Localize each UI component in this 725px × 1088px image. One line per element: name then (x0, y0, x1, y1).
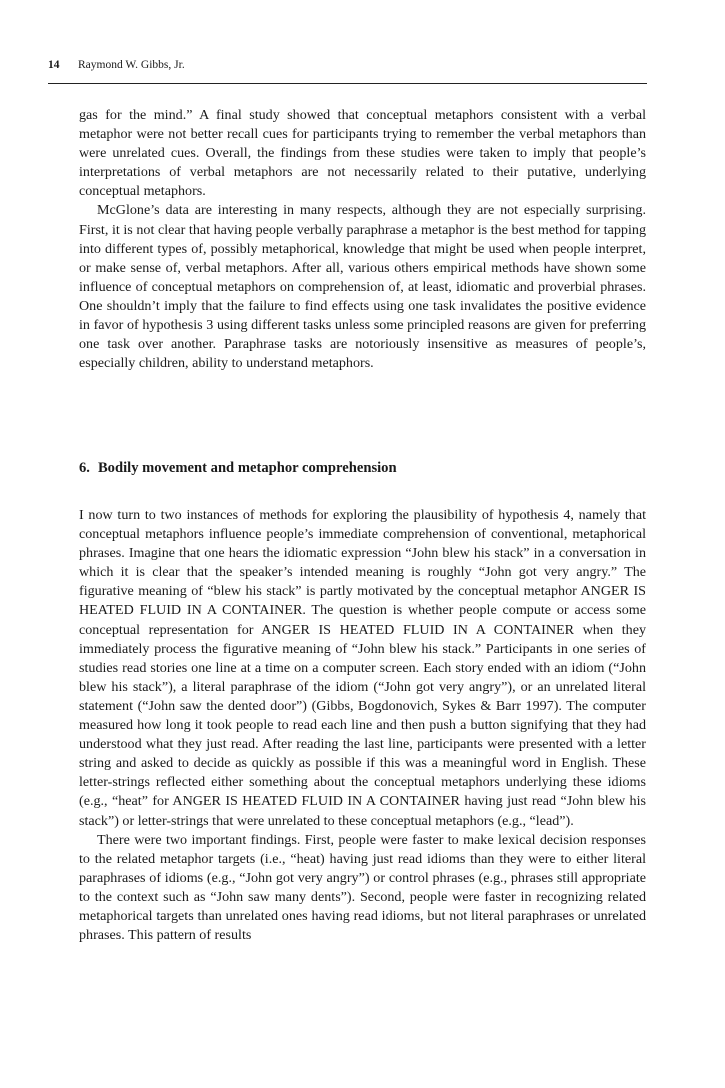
section-heading (79, 458, 646, 478)
paragraph: McGlone’s data are interesting in many respects, although they are not especially surprising. First, it is not clear that having people verbally paraphrase a metaphor is the best method for tapping into different types of, possibly metaphorical, knowledge that might be used when people interpret, or make sense of, verbal metaphors. After all, various others empirical methods have shown some influence of conceptual metaphors on comprehension of, at least, idiomatic and proverbial phrases. One shouldn’t imply that the failure to find effects using one task invalidates the positive evidence in favor of hypothesis 3 using different tasks unless some principled reasons are given for preferring one task over another. Paraphrase tasks are notoriously insensitive as measures of people’s, especially children, ability to understand metaphors. (79, 202, 646, 372)
section-number: 6. (79, 460, 90, 476)
section-body (79, 506, 646, 945)
section-title: Bodily movement and metaphor comprehension (97, 460, 397, 476)
paragraph: gas for the mind.” A final study showed that conceptual metaphors consistent with a verbal metaphor were not better recall cues for participants trying to remember the verbal metaphors than were unrelated cues. Overall, the findings from these studies were taken to imply that people’s interpretations of verbal metaphors are not necessarily related to their putative, underlying conceptual metaphors. (79, 107, 646, 200)
body-text-top (79, 106, 646, 373)
paragraph: There were two important findings. First, people were faster to make lexical decision responses to the related metaphor targets (i.e., “heat) having just read idioms than they were to either literal paraphrases of idioms (e.g., “John got very angry”) or control phrases (e.g., phrases still appropriate to the context such as “John saw many dents”). Second, people were faster in recognizing related metaphorical targets than unrelated ones having read idioms, but not literal paraphrases or unrelated phrases. This pattern of results (79, 831, 646, 944)
running-header (48, 59, 647, 84)
paragraph: I now turn to two instances of methods for exploring the plausibility of hypothesis 4, namely that conceptual metaphors influence people’s immediate comprehension of conventional, metaphorical phrases. Imagine that one hears the idiomatic expression “John blew his stack” in a conversation in which it is clear that the speaker’s intended meaning is roughly “John got very angry.” The figurative meaning of “blew his stack” is partly motivated by the conceptual metaphor ANGER IS HEATED FLUID IN A CONTAINER. The question is whether people compute or access some conceptual representation for ANGER IS HEATED FLUID IN A CONTAINER when they immediately process the figurative meaning of “John blew his stack.” Participants in one series of studies read stories one line at a time on a computer screen. Each story ended with an idiom (“John blew his stack”), a literal paraphrase of the idiom (“John got very angry”), or an unrelated literal statement (“John saw the dented door”) (Gibbs, Bogdonovich, Sykes & Barr 1997). The computer measured how long it took people to read each line and then push a button signifying that they had understood what they just read. After reading the last line, participants were presented with a letter string and asked to decide as quickly as possible if this was a meaningful word in English. These letter-strings reflected either something about the conceptual metaphors underlying these idioms (e.g., “heat” for ANGER IS HEATED FLUID IN A CONTAINER having just read “John blew his stack”) or letter-strings that were unrelated to these conceptual metaphors (e.g., “lead”). (79, 507, 646, 829)
running-head-author: Raymond W. Gibbs, Jr. (78, 59, 185, 71)
page-number: 14 (48, 59, 60, 71)
